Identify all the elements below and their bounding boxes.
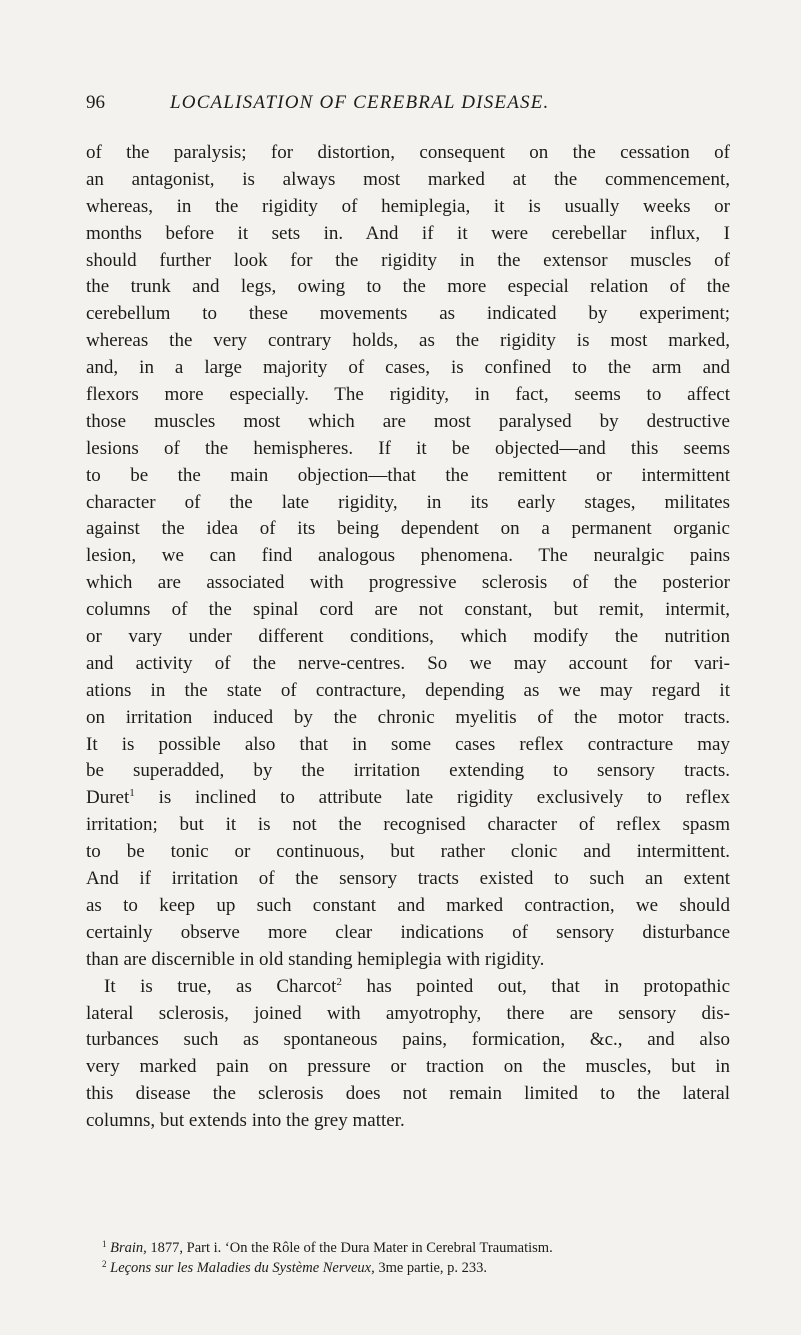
text-line: columns of the spinal cord are not constant, but remit, intermit, [86,599,730,621]
text-line: lesions of the hemispheres. If it be objected—and this seems [86,437,730,459]
text-line: to be tonic or continuous, but rather clonic and intermittent. [86,841,730,863]
text-line: as to keep up such constant and marked contraction, we should [86,894,730,916]
text-line: months before it sets in. And if it were cerebellar influx, I [86,222,730,244]
text-line: which are associated with progressive sclerosis of the posterior [86,572,730,594]
text-line: this disease the sclerosis does not remain limited to the lateral [86,1083,730,1105]
footnote-marker: 1 [102,1239,107,1249]
text-line: very marked pain on pressure or traction on the muscles, but in [86,1056,730,1078]
text-line: to be the main objection—that the remittent or intermittent [86,464,730,486]
text-line: whereas, in the rigidity of hemiplegia, it is usually weeks or [86,195,730,217]
running-head [86,92,730,120]
text-line: lesion, we can find analogous phenomena. The neuralgic pains [86,545,730,567]
text-line: irritation; but it is not the recognised character of reflex spasm [86,814,730,836]
text-line: flexors more especially. The rigidity, in fact, seems to affect [86,384,730,406]
text-fragment: It is true, as Charcot [104,975,337,997]
text-line: ations in the state of contracture, depending as we may regard it [86,679,730,701]
text-line: of the paralysis; for distortion, consequent on the cessation of [86,142,730,163]
text-line: on irritation induced by the chronic myelitis of the motor tracts. [86,706,730,728]
text-line: the trunk and legs, owing to the more especial relation of the [86,276,730,298]
text-line: character of the late rigidity, in its early stages, militates [86,491,730,513]
text-line: certainly observe more clear indications of sensory disturbance [86,921,730,943]
author-name: Duret [86,787,130,809]
footnote-ref: 2 [336,975,342,988]
text-line: be superadded, by the irritation extending to sensory tracts. [86,760,730,782]
footnote-text: 3me partie, p. 233. [374,1260,488,1276]
text-line-duret [86,785,730,812]
text-fragment: is inclined to attribute late rigidity exclusively to reflex [158,787,731,809]
text-line: and activity of the nerve-centres. So we may account for vari- [86,652,730,674]
body-text [86,140,730,1135]
footnote [86,1258,730,1278]
text-line: those muscles most which are most paralysed by destructive [86,410,730,432]
running-title: LOCALISATION OF CEREBRAL DISEASE. [170,92,550,113]
text-line: should further look for the rigidity in the extensor muscles of [86,249,730,271]
text-fragment: has pointed out, that in protopathic [366,975,730,997]
text-line-charcot [86,974,730,1001]
text-line: or vary under different conditions, which modify the nutrition [86,626,730,648]
footnote-source: Brain, [110,1240,147,1256]
text-line: against the idea of its being dependent on a permanent organic [86,518,730,540]
text-line: an antagonist, is always most marked at the commencement, [86,168,730,190]
text-line: columns, but extends into the grey matter. [86,1110,405,1132]
text-line: turbances such as spontaneous pains, formication, &c., and also [86,1029,730,1051]
text-line: than are discernible in old standing hemiplegia with rigidity. [86,948,545,970]
text-line: And if irritation of the sensory tracts existed to such an extent [86,868,730,890]
text-line: lateral sclerosis, joined with amyotrophy, there are sensory dis- [86,1002,730,1024]
footnote [86,1238,730,1258]
footnote-marker: 2 [102,1259,107,1269]
page-number: 96 [86,92,105,113]
text-line: whereas the very contrary holds, as the rigidity is most marked, [86,330,730,352]
footnote-source: Leçons sur les Maladies du Système Nerveux, [110,1260,375,1276]
text-line: and, in a large majority of cases, is confined to the arm and [86,357,730,379]
footnotes [86,1238,730,1278]
text-line: cerebellum to these movements as indicated by experiment; [86,303,730,325]
footnote-text: 1877, Part i. ‘On the Rôle of the Dura Mater in Cerebral Traumatism. [146,1240,553,1256]
text-line: It is possible also that in some cases reflex contracture may [86,733,730,755]
footnote-ref: 1 [129,787,135,800]
